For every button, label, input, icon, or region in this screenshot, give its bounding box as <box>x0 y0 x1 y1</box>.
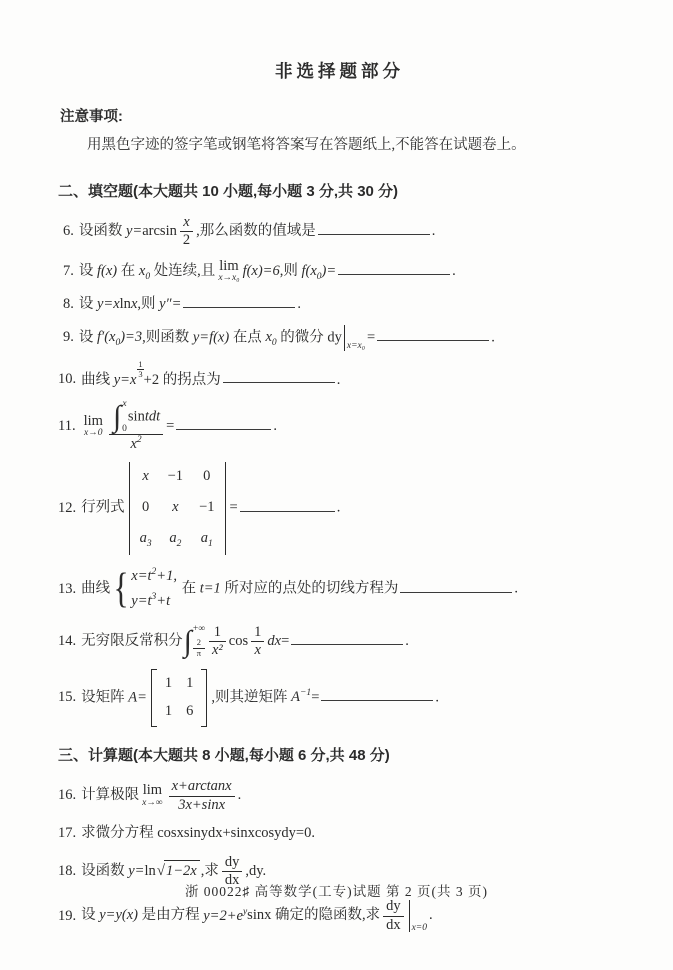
limit-operator <box>218 259 239 284</box>
var-superscript: 2 <box>136 435 142 446</box>
math-function: ln <box>119 295 131 312</box>
math-run: tdt <box>144 408 161 425</box>
math-run: y= <box>126 223 143 240</box>
fraction <box>180 214 193 250</box>
question-14 <box>58 624 621 660</box>
page-title: 非选择题部分 <box>275 61 404 81</box>
var-subscript: 2 <box>176 538 182 549</box>
math-var <box>138 262 151 282</box>
var-base: x <box>138 262 146 279</box>
fraction-numerator: x+arctanx <box>169 778 235 796</box>
text-run: 行列式 <box>81 500 125 517</box>
math-run: +2 <box>143 371 160 388</box>
math-run: +t <box>156 593 171 610</box>
var-subscript: 0 <box>271 337 277 348</box>
question-number: 19. <box>58 907 77 924</box>
fraction-denominator: 3 <box>138 369 143 380</box>
text-run: 的微分 <box>276 329 328 346</box>
question-number: 14. <box>58 633 77 650</box>
fraction-numerator: dy <box>383 898 404 916</box>
text-run: 设 <box>78 262 97 279</box>
case-line <box>131 564 177 589</box>
answer-blank <box>183 293 295 308</box>
text-run: . <box>452 262 456 279</box>
question-number: 7. <box>63 262 74 279</box>
math-var <box>291 689 311 705</box>
radical-sign: √ <box>156 862 165 879</box>
var-base: a <box>200 529 209 546</box>
text-run: 是由方程 <box>138 907 204 924</box>
answer-blank <box>291 630 403 645</box>
integral-limits <box>122 400 127 434</box>
section-fill-in-heading: 二、填空题(本大题共 10 小题,每小题 3 分,共 30 分) <box>58 183 399 200</box>
matrix-cell <box>140 528 152 551</box>
integral-lower: 0 <box>122 423 127 434</box>
question-6 <box>58 214 621 250</box>
text-run: ,则 <box>279 262 302 279</box>
var-superscript: −1 <box>300 688 312 699</box>
brace-glyph: { <box>113 565 129 612</box>
question-9 <box>58 325 621 351</box>
vertical-bar <box>409 900 410 932</box>
text-run: . <box>491 329 495 346</box>
text-run: 曲线 <box>81 371 114 388</box>
fraction-denominator: x <box>254 642 261 659</box>
fraction-numerator: 2 <box>193 638 205 649</box>
fraction-numerator: 1 <box>138 358 143 369</box>
notice-heading: 注意事项: <box>60 109 123 125</box>
evaluation-subscript: x=0 <box>411 923 427 934</box>
matrix-cell: 6 <box>186 703 194 720</box>
math-run: y=t <box>131 593 152 610</box>
case-line <box>131 589 177 614</box>
math-run: A= <box>128 689 147 706</box>
matrix-cell: x <box>172 499 179 516</box>
text-run: 确定的隐函数,求 <box>271 907 381 924</box>
text-run: ,则 <box>137 295 160 312</box>
fraction-denominator: 2 <box>182 232 191 249</box>
fraction-numerator: 1 <box>209 624 226 642</box>
fraction-denominator: 3x+sinx <box>178 796 226 813</box>
integral-limits <box>193 625 205 659</box>
answer-blank <box>338 260 450 275</box>
math-run: sinx <box>247 907 272 924</box>
var-base: y=2+e <box>203 907 243 924</box>
equals-sign: = <box>367 329 376 346</box>
fraction-numerator <box>109 400 163 435</box>
text-run: 无穷限反常积分 <box>81 633 183 650</box>
text-run: . <box>514 580 519 597</box>
fraction <box>209 624 226 660</box>
question-number: 10. <box>58 371 77 388</box>
matrix-cell: 0 <box>142 499 150 516</box>
var-base: a <box>169 529 177 546</box>
limit-operator <box>142 783 163 808</box>
math-function: cos <box>228 633 249 650</box>
math-run: cosxsinydx+sinxcosydy=0 <box>157 824 312 841</box>
fraction-denominator: dx <box>386 916 401 933</box>
text-run: . <box>405 633 409 650</box>
integral <box>113 400 127 434</box>
var-base: f′(x <box>97 329 116 346</box>
limit-subscript: x→x₀ <box>218 273 240 283</box>
equals-sign: = <box>229 500 238 517</box>
math-run: y″= <box>159 295 182 312</box>
question-10 <box>58 360 621 392</box>
math-run: dx <box>267 633 282 650</box>
math-run: t=1 <box>199 580 221 597</box>
math-run: y= <box>128 862 145 879</box>
text-run: . <box>273 418 277 435</box>
fraction-numerator: 1 <box>251 624 264 642</box>
text-run: . <box>435 689 439 706</box>
section-calculation-heading: 三、计算题(本大题共 8 小题,每小题 6 分,共 48 分) <box>58 747 390 765</box>
var-subscript: 3 <box>146 538 152 549</box>
determinant-bar <box>225 462 226 555</box>
answer-blank <box>240 497 335 512</box>
math-run: +1, <box>156 568 177 585</box>
text-run: . <box>297 295 302 312</box>
question-number: 6. <box>63 223 74 240</box>
fraction-numerator: dy <box>222 854 243 872</box>
integral-upper: x <box>122 399 127 410</box>
matrix-cell: x <box>142 468 149 485</box>
page-footer: 浙 00022♯ 高等数学(工专)试题 第 2 页(共 3 页) <box>184 884 489 899</box>
equals-sign: = <box>281 633 290 650</box>
text-run: 设 <box>81 907 100 924</box>
text-run: 在点 <box>229 329 266 346</box>
math-function: sin <box>127 408 145 425</box>
var-close: )=3 <box>120 329 143 346</box>
math-run: f(x) <box>97 262 118 279</box>
question-number: 9. <box>63 329 74 346</box>
text-run: 设函数 <box>81 862 129 879</box>
question-number: 17. <box>58 824 77 841</box>
answer-blank <box>321 686 433 701</box>
equals-sign: = <box>166 418 175 435</box>
math-var <box>203 908 247 924</box>
matrix-bracket-right <box>201 669 207 728</box>
question-11 <box>58 400 621 453</box>
math-run: y=y(x) <box>99 907 138 924</box>
question-number: 16. <box>58 787 77 804</box>
text-run: 设 <box>78 329 97 346</box>
text-run: ,则函数 <box>142 329 193 346</box>
fraction <box>251 624 264 660</box>
math-run: y=x <box>113 371 137 388</box>
var-base: f(x <box>301 262 317 279</box>
integral-lower-fraction <box>193 638 205 659</box>
determinant <box>129 462 226 555</box>
text-run: . <box>336 500 341 517</box>
text-run: 的拐点为 <box>159 371 221 388</box>
math-run: y=f(x) <box>192 329 230 346</box>
var-subscript: 0 <box>115 337 121 348</box>
question-number: 13. <box>58 580 77 597</box>
var-close: )= <box>321 262 337 279</box>
question-16 <box>58 778 621 814</box>
text-run: 曲线 <box>81 580 111 597</box>
var-base: x <box>130 436 137 453</box>
question-13 <box>58 564 621 615</box>
text-run: . <box>431 223 436 240</box>
text-run: 设函数 <box>78 223 126 240</box>
cases-system <box>111 564 177 615</box>
text-run: 设 <box>78 295 97 312</box>
text-run: . <box>237 787 242 804</box>
answer-blank <box>400 578 512 593</box>
vertical-bar <box>344 325 345 351</box>
matrix-cell: −1 <box>199 499 215 516</box>
equals-sign: = <box>311 689 320 706</box>
var-superscript: 2 <box>151 567 157 578</box>
math-run: dy <box>327 329 342 346</box>
var-subscript: 1 <box>208 538 213 549</box>
text-run: ,则其逆矩阵 <box>211 689 292 706</box>
text-run: ,dy. <box>245 862 267 879</box>
matrix-cell: 0 <box>203 468 211 485</box>
text-run: . <box>336 371 341 388</box>
question-number: 12. <box>58 500 77 517</box>
limit-operator <box>84 414 103 439</box>
question-number: 11. <box>58 418 76 435</box>
question-12 <box>58 462 621 555</box>
matrix-cell <box>199 528 214 551</box>
text-run: . <box>311 824 315 841</box>
matrix-cell: 1 <box>186 674 194 691</box>
question-17 <box>58 823 621 845</box>
integral-upper: +∞ <box>192 623 205 634</box>
var-base: a <box>139 529 147 546</box>
question-8 <box>58 293 621 316</box>
math-run: f(x)=6 <box>242 262 280 279</box>
math-function: arcsin <box>142 223 177 240</box>
math-run: x=t <box>131 568 152 585</box>
var-base: A <box>291 689 301 706</box>
answer-blank <box>318 220 430 235</box>
question-19 <box>58 898 621 934</box>
var-superscript: 3 <box>151 592 157 603</box>
integral-sign: ∫ <box>112 400 122 434</box>
integral-sign: ∫ <box>183 624 192 658</box>
text-run: . <box>428 907 433 924</box>
matrix-cell <box>168 528 183 551</box>
cases-lines <box>131 564 177 615</box>
var-superscript: y <box>242 906 248 917</box>
fraction <box>109 400 163 453</box>
answer-blank <box>223 368 335 383</box>
limit-word: lim <box>219 257 239 274</box>
fraction-denominator: dx <box>224 872 240 889</box>
limit-subscript: x→0 <box>84 428 103 439</box>
text-run: ,那么函数的值域是 <box>196 223 316 240</box>
evaluation-subscript: x=x₀ <box>346 341 366 352</box>
limit-word: lim <box>142 782 163 799</box>
text-run: 计算极限 <box>81 787 140 804</box>
notice-body: 用黑色字迹的签字笔或钢笔将答案写在答题纸上,不能答在试题卷上。 <box>87 137 526 153</box>
bracket-matrix <box>151 669 208 728</box>
question-7 <box>58 259 621 284</box>
fraction <box>169 778 235 814</box>
math-var <box>301 262 337 282</box>
fraction-denominator: π <box>196 647 202 658</box>
var-subscript: 0 <box>316 271 322 282</box>
math-function: ln <box>144 862 156 879</box>
matrix-cell: 1 <box>164 703 173 720</box>
fraction-denominator <box>109 435 163 453</box>
fraction <box>383 898 404 934</box>
text-run: ,求 <box>200 862 219 879</box>
var-subscript: 0 <box>145 271 151 282</box>
text-run: 所对应的点处的切线方程为 <box>220 580 399 597</box>
question-number: 18. <box>58 862 77 879</box>
matrix-cell: 1 <box>164 674 173 691</box>
math-run: y=x <box>97 295 120 312</box>
question-number: 8. <box>63 295 74 312</box>
text-run: 在 <box>117 262 139 279</box>
determinant-cells <box>130 462 225 555</box>
evaluation-bar <box>409 900 427 932</box>
text-run: 设矩阵 <box>81 689 129 706</box>
matrix-cell: −1 <box>167 468 184 485</box>
math-var <box>265 329 277 348</box>
integral <box>184 625 205 659</box>
answer-blank <box>176 415 271 430</box>
answer-blank <box>377 326 489 341</box>
limit-subscript: x→∞ <box>142 797 163 808</box>
text-run: 在 <box>177 580 200 597</box>
evaluation-bar <box>344 325 365 351</box>
math-var <box>97 329 143 348</box>
text-run: 处连续,且 <box>150 262 216 279</box>
fraction-denominator: x² <box>211 642 223 659</box>
limit-word: lim <box>83 413 103 430</box>
var-base: x <box>265 329 272 346</box>
text-run: 求微分方程 <box>81 824 158 841</box>
question-number: 15. <box>58 689 77 706</box>
matrix-cells <box>157 669 202 728</box>
fraction-numerator: x <box>180 214 193 232</box>
radicand: 1−2x <box>164 860 200 883</box>
question-15 <box>58 669 621 728</box>
math-run: x <box>130 295 138 312</box>
